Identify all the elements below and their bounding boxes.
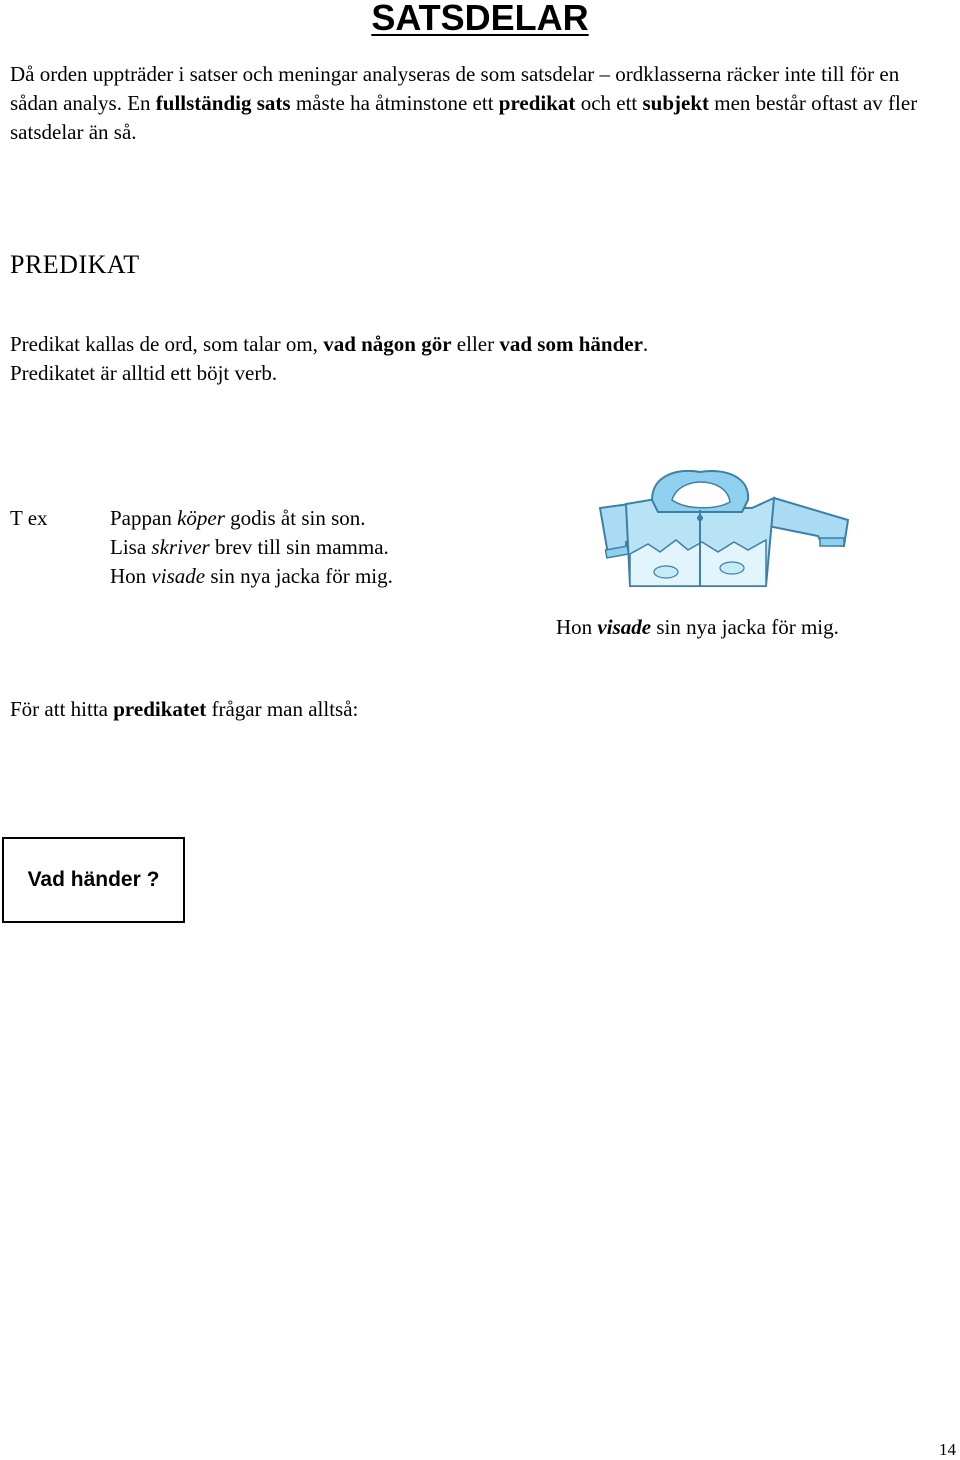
question-box: Vad händer ?	[2, 837, 185, 923]
image-caption: Hon visade sin nya jacka för mig.	[556, 615, 839, 639]
examples-label: T ex	[10, 506, 48, 530]
jacket-illustration	[596, 470, 852, 592]
intro-paragraph: Då orden uppträder i satser och meningar analyseras de som satsdelar – ordklasserna räcker inte till för en sådan analys. En fullständig sats måste ha åtminstone ett predikat och ett subjekt men består oftast av fler satsdelar än så.	[10, 62, 918, 144]
example-list	[110, 504, 393, 591]
find-predicate-text: För att hitta predikatet frågar man alltså:	[10, 697, 359, 721]
example-sentence: Pappan köper godis åt sin son.	[110, 506, 366, 530]
section-heading-predikat: PREDIKAT	[10, 250, 140, 279]
page-title: SATSDELAR	[371, 0, 589, 38]
example-sentence: Hon visade sin nya jacka för mig.	[110, 564, 393, 588]
page-number: 14	[939, 1440, 956, 1459]
definition-paragraph: Predikat kallas de ord, som talar om, vad någon gör eller vad som händer. Predikatet är alltid ett böjt verb.	[10, 332, 649, 385]
example-sentence: Lisa skriver brev till sin mamma.	[110, 535, 389, 559]
